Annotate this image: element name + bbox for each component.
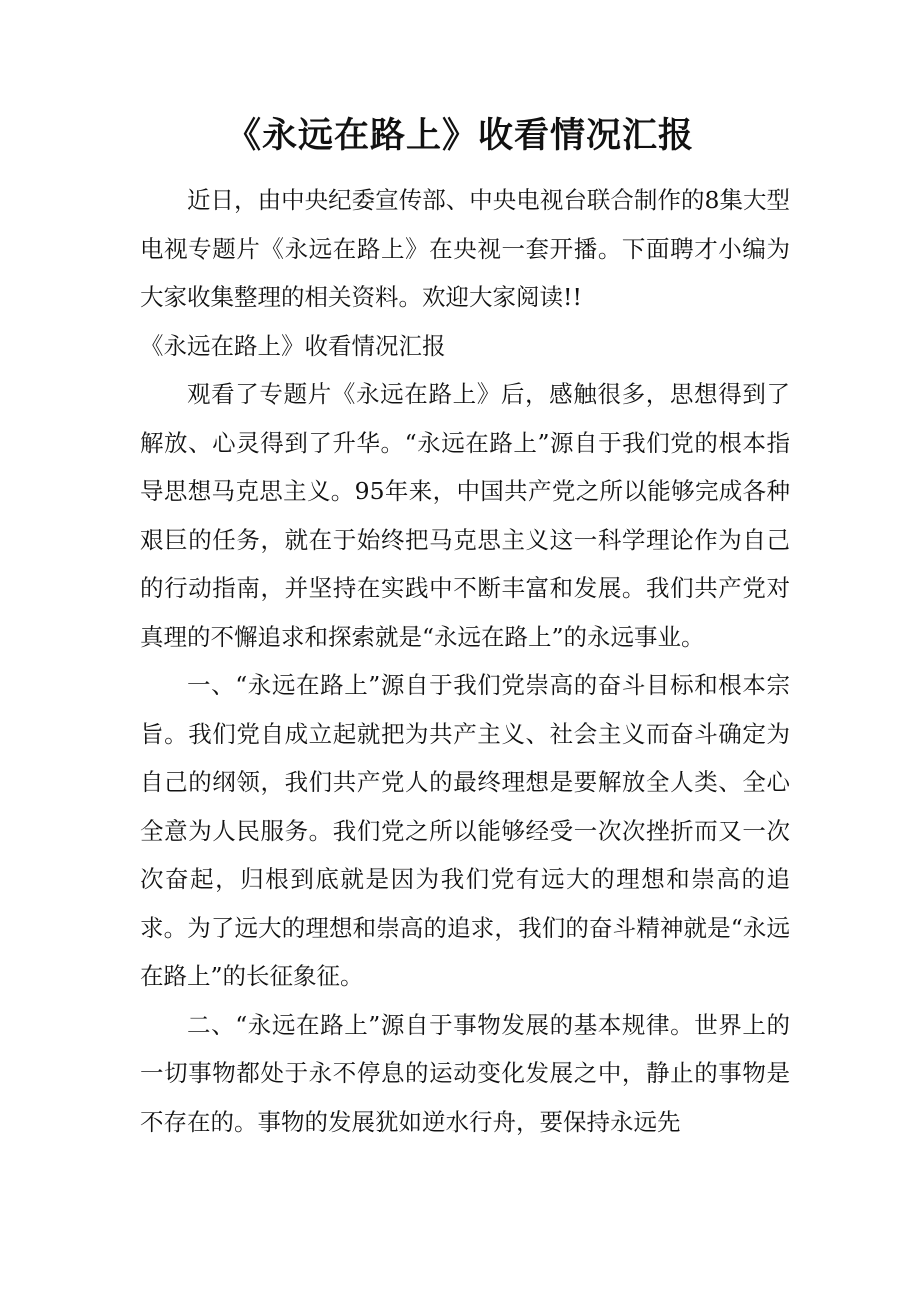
section-subheading: 《永远在路上》收看情况汇报 [140,331,446,360]
document-body [140,176,790,1146]
body-paragraph-1: 观看了专题片《永远在路上》后，感触很多，思想得到了解放、心灵得到了升华。“永远在路上”源自于我们党的根本指导思想马克思主义。95年来，中国共产党之所以能够完成各种艰巨的任务，就在于始终把马克思主义这一科学理论作为自己的行动指南，并坚持在实践中不断丰富和发展。我们共产党对真理的不懈追求和探索就是“永远在路上”的永远事业。 [140,380,790,651]
body-paragraph-3: 二、“永远在路上”源自于事物发展的基本规律。世界上的一切事物都处于永不停息的运动变化发展之中，静止的事物是不存在的。事物的发展犹如逆水行舟，要保持永远先 [140,1010,790,1136]
intro-paragraph: 近日，由中央纪委宣传部、中央电视台联合制作的8集大型电视专题片《永远在路上》在央视一套开播。下面聘才小编为大家收集整理的相关资料。欢迎大家阅读!! [140,186,790,311]
document-title: 《永远在路上》收看情况汇报 [225,115,694,156]
body-paragraph-2: 一、“永远在路上”源自于我们党崇高的奋斗目标和根本宗旨。我们党自成立起就把为共产主义、社会主义而奋斗确定为自己的纲领，我们共产党人的最终理想是要解放全人类、全心全意为人民服务。我们党之所以能够经受一次次挫折而又一次次奋起，归根到底就是因为我们党有远大的理想和崇高的追求。为了远大的理想和崇高的追求，我们的奋斗精神就是“永远在路上”的长征象征。 [140,671,790,990]
